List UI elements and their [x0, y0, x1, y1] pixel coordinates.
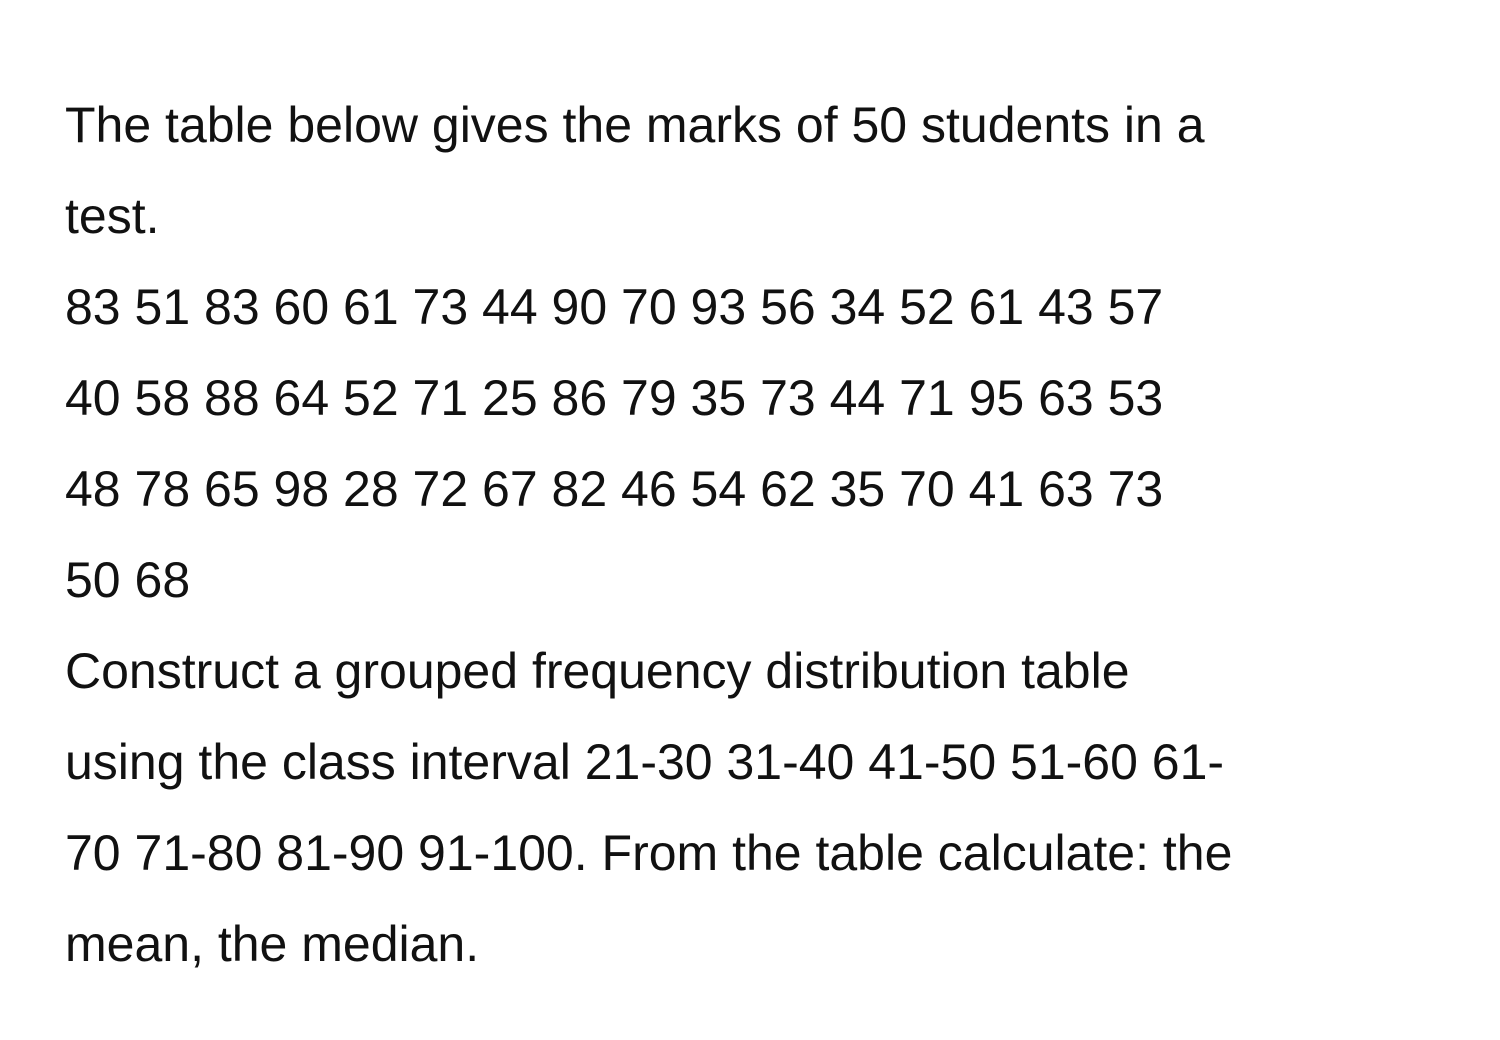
marks-line: 40 58 88 64 52 71 25 86 79 35 73 44 71 95 63 53	[65, 370, 1164, 426]
text-line: 70 71-80 81-90 91-100. From the table calculate: the	[65, 825, 1233, 881]
question-intro	[65, 80, 1445, 262]
marks-line: 50 68	[65, 552, 191, 608]
text-line: mean, the median.	[65, 916, 480, 972]
text-line: using the class interval 21-30 31-40 41-50 51-60 61-	[65, 734, 1225, 790]
question-document	[65, 80, 1445, 990]
question-task	[65, 626, 1445, 990]
text-line: The table below gives the marks of 50 students in a	[65, 97, 1205, 153]
text-line: Construct a grouped frequency distribution table	[65, 643, 1130, 699]
marks-list	[65, 262, 1445, 626]
marks-line: 48 78 65 98 28 72 67 82 46 54 62 35 70 41 63 73	[65, 461, 1164, 517]
text-line: test.	[65, 188, 160, 244]
marks-line: 83 51 83 60 61 73 44 90 70 93 56 34 52 61 43 57	[65, 279, 1164, 335]
